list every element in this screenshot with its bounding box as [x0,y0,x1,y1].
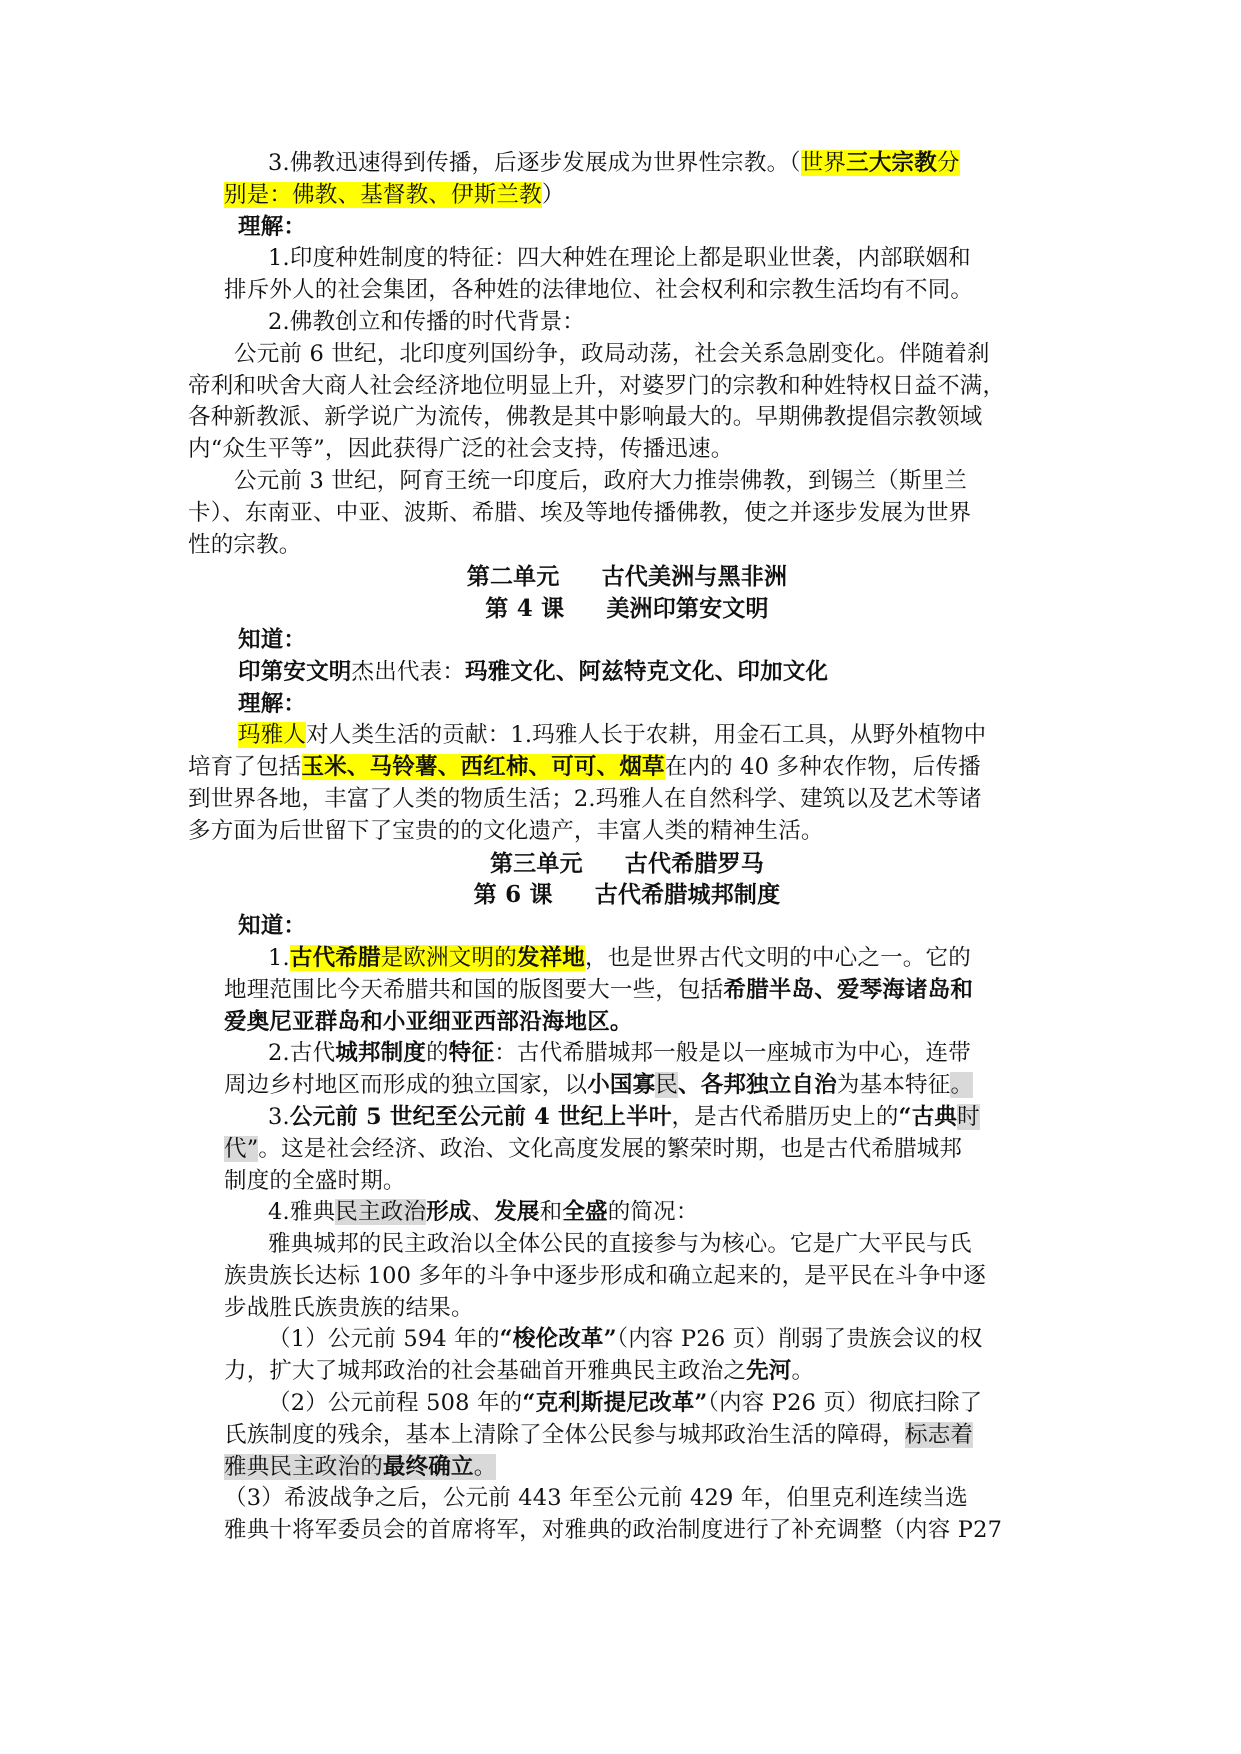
text-line: 周边乡村地区而形成的独立国家，以小国寡民、各邦独立自治为基本特征。 [224,1072,974,1099]
text-line: 内“众生平等”，因此获得广泛的社会支持，传播迅速。 [188,436,734,463]
text-line: 排斥外人的社会集团，各种姓的法律地位、社会权利和宗教生活均有不同。 [224,277,974,304]
text-line: （3）希波战争之后，公元前 443 年至公元前 429 年，伯里克利连续当选 [224,1485,968,1512]
text-line: 玛雅人对人类生活的贡献：1.玛雅人长于农耕，用金石工具，从野外植物中 [238,722,987,749]
text-line: 帝利和吠舍大商人社会经济地位明显上升，对婆罗门的宗教和种姓特权日益不满， [188,372,1006,399]
text-line: 培育了包括玉米、马铃薯、西红柿、可可、烟草在内的 40 多种农作物，后传播 [188,754,981,781]
text-line: 代”。这是社会经济、政治、文化高度发展的繁荣时期，也是古代希腊城邦 [224,1135,963,1162]
text-line: （2）公元前程 508 年的“克利斯提尼改革”（内容 P26 页）彻底扫除了 [268,1390,983,1417]
text-line: 多方面为后世留下了宝贵的的文化遗产，丰富人类的精神生活。 [188,817,824,844]
text-line: 雅典民主政治的最终确立。 [224,1453,497,1480]
text-line: 公元前 6 世纪，北印度列国纷争，政局动荡，社会关系急剧变化。伴随着刹 [234,340,990,367]
text-line: 性的宗教。 [188,531,302,558]
text-line: 2.佛教创立和传播的时代背景： [268,308,585,335]
lesson-title: 第 6 课 古代希腊城邦制度 [473,881,781,909]
section-heading: 知道： [238,626,307,653]
text-line: 族贵族长达标 100 多年的斗争中逐步形成和确立起来的，是平民在斗争中逐 [224,1262,986,1289]
text-line: 别是：佛教、基督教、伊斯兰教） [224,181,565,208]
text-line: 1.古代希腊是欧洲文明的发祥地，也是世界古代文明的中心之一。它的 [268,944,971,971]
text-line: 氏族制度的残余，基本上清除了全体公民参与城邦政治生活的障碍，标志着 [224,1421,974,1448]
text-line: 爱奥尼亚群岛和小亚细亚西部沿海地区。 [224,1008,633,1035]
section-heading: 知道： [238,913,307,940]
document-page [188,148,1066,1547]
lesson-title: 第 4 课 美洲印第安文明 [485,595,769,623]
text-line: 力，扩大了城邦政治的社会基础首开雅典民主政治之先河。 [224,1358,815,1385]
text-line: 制度的全盛时期。 [224,1167,406,1194]
section-heading: 理解： [238,213,307,240]
text-line: 2.古代城邦制度的特征：古代希腊城邦一般是以一座城市为中心，连带 [268,1040,971,1067]
text-line: 到世界各地，丰富了人类的物质生活；2.玛雅人在自然科学、建筑以及艺术等诸 [188,785,982,812]
text-line: 3.佛教迅速得到传播，后逐步发展成为世界性宗教。（世界三大宗教分 [268,150,960,176]
text-line: 雅典城邦的民主政治以全体公民的直接参与为核心。它是广大平民与氏 [268,1231,972,1258]
text-line: 3.公元前 5 世纪至公元前 4 世纪上半叶，是古代希腊历史上的“古典时 [268,1103,980,1130]
text-line: 1.印度种姓制度的特征：四大种姓在理论上都是职业世袭，内部联姻和 [268,245,971,272]
text-line: 印第安文明杰出代表：玛雅文化、阿兹特克文化、印加文化 [238,658,829,685]
text-line: 地理范围比今天希腊共和国的版图要大一些，包括希腊半岛、爱琴海诸岛和 [224,976,974,1003]
unit-title: 第三单元 古代希腊罗马 [489,849,764,877]
text-line: 各种新教派、新学说广为流传，佛教是其中影响最大的。早期佛教提倡宗教领域 [188,404,983,431]
text-line: 公元前 3 世纪，阿育王统一印度后，政府大力推崇佛教，到锡兰（斯里兰 [234,467,967,494]
unit-title: 第二单元 古代美洲与黑非洲 [466,563,788,591]
text-line: （1）公元前 594 年的“梭伦改革”（内容 P26 页）削弱了贵族会议的权 [268,1326,983,1353]
text-line: 卡）、东南亚、中亚、波斯、希腊、埃及等地传播佛教，使之并逐步发展为世界 [188,499,972,526]
text-line: 4.雅典民主政治形成、发展和全盛的简况： [268,1199,699,1226]
text-line: 雅典十将军委员会的首席将军，对雅典的政治制度进行了补充调整（内容 P27 [224,1517,1003,1544]
section-heading: 理解： [238,690,307,717]
text-line: 步战胜氏族贵族的结果。 [224,1294,474,1321]
